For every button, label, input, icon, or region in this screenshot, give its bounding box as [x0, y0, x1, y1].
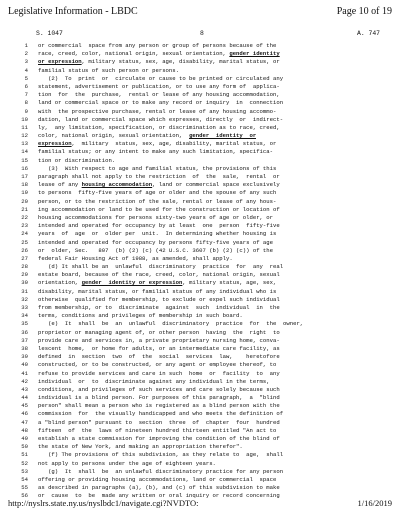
line-number: 33 [21, 304, 28, 311]
bill-text-line [6, 50, 394, 58]
page-indicator: Page 10 of 19 [336, 6, 392, 17]
amended-text-insertion: housing accommodation [81, 181, 153, 189]
line-text-segment: , military status, sex, age, disability, marital status, or [71, 140, 277, 148]
bill-text-line [6, 271, 394, 279]
bill-text-line [6, 476, 394, 484]
line-number: 13 [21, 140, 28, 148]
line-text [28, 468, 283, 476]
line-text-segment: (3) With respect to age and familial status, the provisions of this [38, 164, 277, 172]
line-number: 52 [21, 459, 28, 467]
line-number: 7 [24, 91, 28, 99]
line-text [28, 435, 280, 443]
line-text-segment: disability, marital status, or familial status of any individual who is [38, 287, 277, 295]
line-text [28, 304, 280, 312]
line-text-segment: provide care and services in, a private proprietary nursing home, conva- [38, 336, 280, 344]
line-text [28, 124, 280, 132]
line-number: 43 [21, 385, 28, 393]
line-text-segment: housing accommodations for persons sixty-two years of age or older, or [38, 213, 273, 221]
line-text-segment: as described in paragraphs (a), (b), and (c) of this subdivision to make [38, 484, 280, 492]
line-number: 9 [24, 107, 28, 115]
line-text-segment: ly, any limitation, specification, or discrimination as to race, creed, [38, 123, 280, 131]
bill-text-line [6, 435, 394, 443]
line-text-segment: intended and operated for occupancy by persons fifty-five years of age [38, 238, 273, 246]
line-number: 44 [21, 394, 28, 402]
bill-text-line [6, 99, 394, 107]
line-number: 41 [21, 369, 28, 377]
line-text [28, 312, 243, 320]
amended-text-insertion: gender identity or [189, 132, 257, 140]
bill-text-line [6, 140, 394, 148]
bill-text-line [6, 460, 394, 468]
line-number: 26 [21, 246, 28, 254]
line-text [28, 50, 280, 58]
line-number: 3 [24, 58, 28, 66]
line-text-segment: terms, conditions and privileges of membership in such board. [38, 312, 243, 320]
bill-text-line [6, 165, 394, 173]
line-text [28, 58, 280, 66]
bill-text-line [6, 329, 394, 337]
line-number: 17 [21, 173, 28, 180]
line-text [28, 443, 243, 451]
line-number: 6 [24, 82, 28, 90]
bill-text-line [6, 148, 394, 156]
bill-text-line [6, 173, 394, 181]
bill-text-line [6, 361, 394, 369]
line-text [28, 320, 303, 328]
line-text [28, 451, 283, 459]
line-text [28, 484, 280, 492]
bill-text-line [6, 484, 394, 492]
line-number: 25 [21, 238, 28, 246]
line-text [28, 288, 276, 296]
line-text [28, 83, 280, 91]
bill-text-line [6, 410, 394, 418]
line-text [28, 67, 179, 75]
line-number: 30 [21, 279, 28, 287]
line-text-segment: ing accommodation or land to be used for the construction or location of [38, 205, 280, 213]
line-text [28, 337, 280, 345]
source-url: http://nyslrs.state.ny.us/nyslbdc1/navigate.cgi?NVDTO: [8, 498, 199, 508]
line-number: 2 [24, 50, 28, 58]
line-number: 16 [21, 164, 28, 172]
line-number: 20 [21, 197, 28, 205]
line-text-segment: (e) It shall be an unlawful discriminatory practice for the owner, [38, 320, 304, 328]
bill-text-line [6, 378, 394, 386]
line-text [28, 370, 280, 378]
line-text [28, 361, 276, 369]
line-text [28, 427, 276, 435]
line-text-segment: defined in section two of the social services law, heretofore [38, 353, 280, 361]
bill-text-line [6, 247, 394, 255]
line-number: 27 [21, 254, 28, 262]
line-text-segment: (g) It shall be an unlawful discriminatory practice for any person [38, 467, 284, 475]
line-number: 46 [21, 410, 28, 418]
line-number: 11 [21, 123, 28, 131]
line-number: 50 [21, 443, 28, 451]
bill-text-line [6, 468, 394, 476]
amended-text-insertion: gender identity [229, 50, 280, 58]
line-text [28, 108, 276, 116]
bill-text-line [6, 345, 394, 353]
line-text [28, 42, 276, 50]
line-text-segment: lescent home, or home for adults, or an intermediate care facility, as [38, 344, 280, 352]
bill-text-body [6, 42, 394, 501]
line-text [28, 189, 276, 197]
line-number: 8 [24, 99, 28, 107]
line-text-segment: race, creed, color, national origin, sexual orientation, [38, 50, 230, 58]
line-number: 48 [21, 426, 28, 434]
line-text-segment: establish a state commission for improving the condition of the blind of [38, 435, 280, 442]
bill-text-line [6, 198, 394, 206]
line-text [28, 255, 233, 263]
bill-text-line [6, 132, 394, 140]
bill-text-line [6, 427, 394, 435]
line-text-segment: familial status of such person or persons. [38, 66, 179, 74]
line-number: 24 [21, 230, 28, 238]
line-number: 14 [21, 148, 28, 156]
bill-text-line [6, 402, 394, 410]
line-text-segment: a "blind person" pursuant to section three of chapter four hundred [38, 418, 280, 426]
line-text-segment: with the prospective purchase, rental or lease of any housing accommo- [38, 107, 277, 115]
bill-text-line [6, 75, 394, 83]
line-number: 1 [24, 42, 28, 49]
line-text [28, 329, 280, 337]
line-number: 55 [21, 484, 28, 492]
line-number: 56 [21, 492, 28, 500]
bill-text-line [6, 304, 394, 312]
line-text-segment: offering or providing housing accommodations, land or commercial space [38, 475, 277, 483]
line-text-segment: person, or to the restriction of the sale, rental or lease of any hous- [38, 197, 277, 205]
line-text-segment: (2) To print or circulate or cause to be printed or circulated any [38, 74, 284, 82]
bill-text-line [6, 189, 394, 197]
bill-text-line [6, 353, 394, 361]
line-number: 42 [21, 377, 28, 385]
line-number: 54 [21, 475, 28, 483]
bill-text-line [6, 214, 394, 222]
bill-text-line [6, 67, 394, 75]
line-text [28, 148, 273, 156]
bill-text-line [6, 206, 394, 214]
bill-text-line [6, 239, 394, 247]
bill-header [28, 30, 386, 40]
line-number: 10 [21, 115, 28, 123]
amended-text-insertion: or expression [38, 58, 82, 66]
line-text-segment: color, national origin, sexual orientation, [38, 132, 190, 140]
line-text-segment: (f) The provisions of this subdivision, as they relate to age, shall [38, 451, 284, 459]
line-text-segment: fifteen of the laws of nineteen hundred thirteen entitled "An act to [38, 426, 277, 434]
line-text [28, 345, 280, 353]
line-text-segment: individual or to discriminate against any individual in the terms, [38, 377, 270, 385]
line-text [28, 165, 276, 173]
line-number: 39 [21, 353, 28, 361]
line-text-segment: intended and operated for occupancy by at least one person fifty-five [38, 222, 280, 230]
bill-text-line [6, 116, 394, 124]
bill-text-line [6, 370, 394, 378]
bill-text-line [6, 108, 394, 116]
bill-page-number: 8 [200, 30, 204, 37]
document-source-title: Legislative Information - LBDC [8, 6, 138, 17]
line-text [28, 132, 256, 140]
line-text [28, 75, 283, 83]
line-text-segment: statement, advertisement or publication, or to use any form of applica- [38, 82, 280, 90]
line-number: 29 [21, 271, 28, 279]
line-text-segment: , military status, age, sex, [182, 279, 277, 287]
senate-bill-number: S. 1047 [36, 30, 63, 37]
line-number: 45 [21, 402, 28, 410]
line-text [28, 116, 283, 124]
line-text-segment: orientation, [38, 279, 82, 287]
print-date: 1/16/2019 [357, 498, 392, 508]
line-text [28, 378, 270, 386]
bill-text-line [6, 157, 394, 165]
line-text [28, 222, 280, 230]
bill-text-line [6, 443, 394, 451]
line-number: 35 [21, 320, 28, 328]
bill-text-line [6, 263, 394, 271]
line-number: 21 [21, 205, 28, 213]
line-text-segment: commission for the visually handicapped and who meets the definition of [38, 410, 284, 418]
line-number: 34 [21, 312, 28, 320]
line-text [28, 394, 280, 402]
line-text-segment: proprietor or managing agent of, or other person having the right to [38, 328, 280, 336]
bill-text-line [6, 296, 394, 304]
line-number: 19 [21, 189, 28, 197]
bill-text-line [6, 255, 394, 263]
assembly-bill-number: A. 747 [356, 30, 380, 37]
line-text-segment: or commercial space from any person or group of persons because of the [38, 42, 277, 49]
line-text-segment: the state of New York, and making an appropriation therefor". [38, 443, 243, 451]
line-text [28, 173, 280, 181]
line-text-segment: refuse to provide services and care in such home or facility to any [38, 369, 280, 377]
line-text-segment: constructed, or to be constructed, or any agent or employee thereof, to [38, 361, 277, 369]
line-number: 53 [21, 467, 28, 475]
line-text [28, 263, 283, 271]
line-number: 12 [21, 132, 28, 140]
bill-text-line [6, 451, 394, 459]
line-text [28, 296, 280, 304]
line-number: 49 [21, 435, 28, 442]
line-text [28, 279, 276, 287]
bill-text-line [6, 42, 394, 50]
line-number: 18 [21, 181, 28, 189]
line-text-segment: estate board, because of the race, creed, color, national origin, sexual [38, 271, 280, 279]
line-number: 5 [24, 74, 28, 82]
amended-text-insertion: gender identity or expression [81, 279, 183, 287]
line-text [28, 198, 276, 206]
line-text [28, 402, 280, 410]
line-text [28, 410, 283, 418]
line-number: 36 [21, 328, 28, 336]
line-text-segment: from membership, or to discriminate against such individual in the [38, 304, 280, 311]
bill-text-line [6, 222, 394, 230]
bill-text-line [6, 394, 394, 402]
line-text-segment: dation, land or commercial space which expresses, directly or indirect- [38, 115, 284, 123]
line-text [28, 419, 280, 427]
line-text [28, 214, 273, 222]
line-text-segment: to persons fifty-five years of age or older and the spouse of any such [38, 189, 277, 197]
line-text-segment: individual is a blind person. For purposes of this paragraph, a "blind [38, 394, 280, 402]
line-text [28, 99, 283, 107]
line-text-segment: or cause to be made any written or oral inquiry or record concerning [38, 492, 280, 500]
bill-text-line [6, 58, 394, 66]
line-number: 32 [21, 295, 28, 303]
bill-text-line [6, 320, 394, 328]
bill-text-line [6, 312, 394, 320]
line-text [28, 206, 280, 214]
line-text [28, 239, 273, 247]
line-text [28, 386, 280, 394]
line-text-segment: years of age or older per unit. In determining whether housing is [38, 230, 277, 238]
line-text [28, 460, 216, 468]
line-number: 47 [21, 418, 28, 426]
line-text [28, 91, 280, 99]
line-text-segment: person" shall mean a person who is registered as a blind person with the [38, 402, 280, 410]
line-text-segment: or older, Sec. 807 (b) (2) (c) (42 U.S.C. 3607 (b) (2) (c)) of the [38, 246, 273, 254]
bill-text-line [6, 337, 394, 345]
amended-text-insertion: expression [38, 140, 72, 148]
line-text [28, 140, 276, 148]
line-text-segment: , military status, sex, age, disability, marital status, or [81, 58, 280, 66]
line-text [28, 271, 280, 279]
bill-text-line [6, 288, 394, 296]
bill-text-line [6, 124, 394, 132]
bill-text-line [6, 83, 394, 91]
line-text [28, 353, 280, 361]
line-text-segment: federal Fair Housing Act of 1988, as amended, shall apply. [38, 254, 233, 262]
line-number: 51 [21, 451, 28, 459]
line-text-segment: familial status; or any intent to make any such limitation, specifica- [38, 148, 273, 156]
line-number: 38 [21, 344, 28, 352]
line-text [28, 247, 273, 255]
bill-text-line [6, 279, 394, 287]
line-text [28, 157, 115, 165]
line-number: 37 [21, 336, 28, 344]
line-number: 31 [21, 287, 28, 295]
line-text-segment: tion for the purchase, rental or lease of any housing accommodation, [38, 91, 280, 99]
line-text-segment: paragraph shall not apply to the restriction of the sale, rental or [38, 173, 280, 180]
bill-text-line [6, 230, 394, 238]
bill-text-line [6, 91, 394, 99]
line-text [28, 476, 276, 484]
line-number: 23 [21, 222, 28, 230]
line-text-segment: (d) It shall be an unlawful discriminatory practice for any real [38, 263, 284, 271]
line-text-segment: , land or commercial space exclusively [152, 181, 280, 189]
bill-text-line [6, 181, 394, 189]
line-text-segment: tion or discrimination. [38, 156, 116, 164]
line-number: 15 [21, 156, 28, 164]
line-number: 4 [24, 66, 28, 74]
line-number: 40 [21, 361, 28, 369]
line-text-segment: otherwise qualified for membership, to exclude or expel such individual [38, 295, 280, 303]
line-text [28, 181, 280, 189]
bill-text-line [6, 386, 394, 394]
line-number: 22 [21, 213, 28, 221]
bill-text-line [6, 419, 394, 427]
line-text [28, 230, 276, 238]
line-number: 28 [21, 263, 28, 271]
line-text-segment: conditions, and privileges of such services and care solely because such [38, 385, 280, 393]
line-text-segment: lease of any [38, 181, 82, 189]
line-text-segment: not apply to persons under the age of eighteen years. [38, 459, 216, 467]
line-text-segment: land or commercial space or to make any record or inquiry in connection [38, 99, 284, 107]
